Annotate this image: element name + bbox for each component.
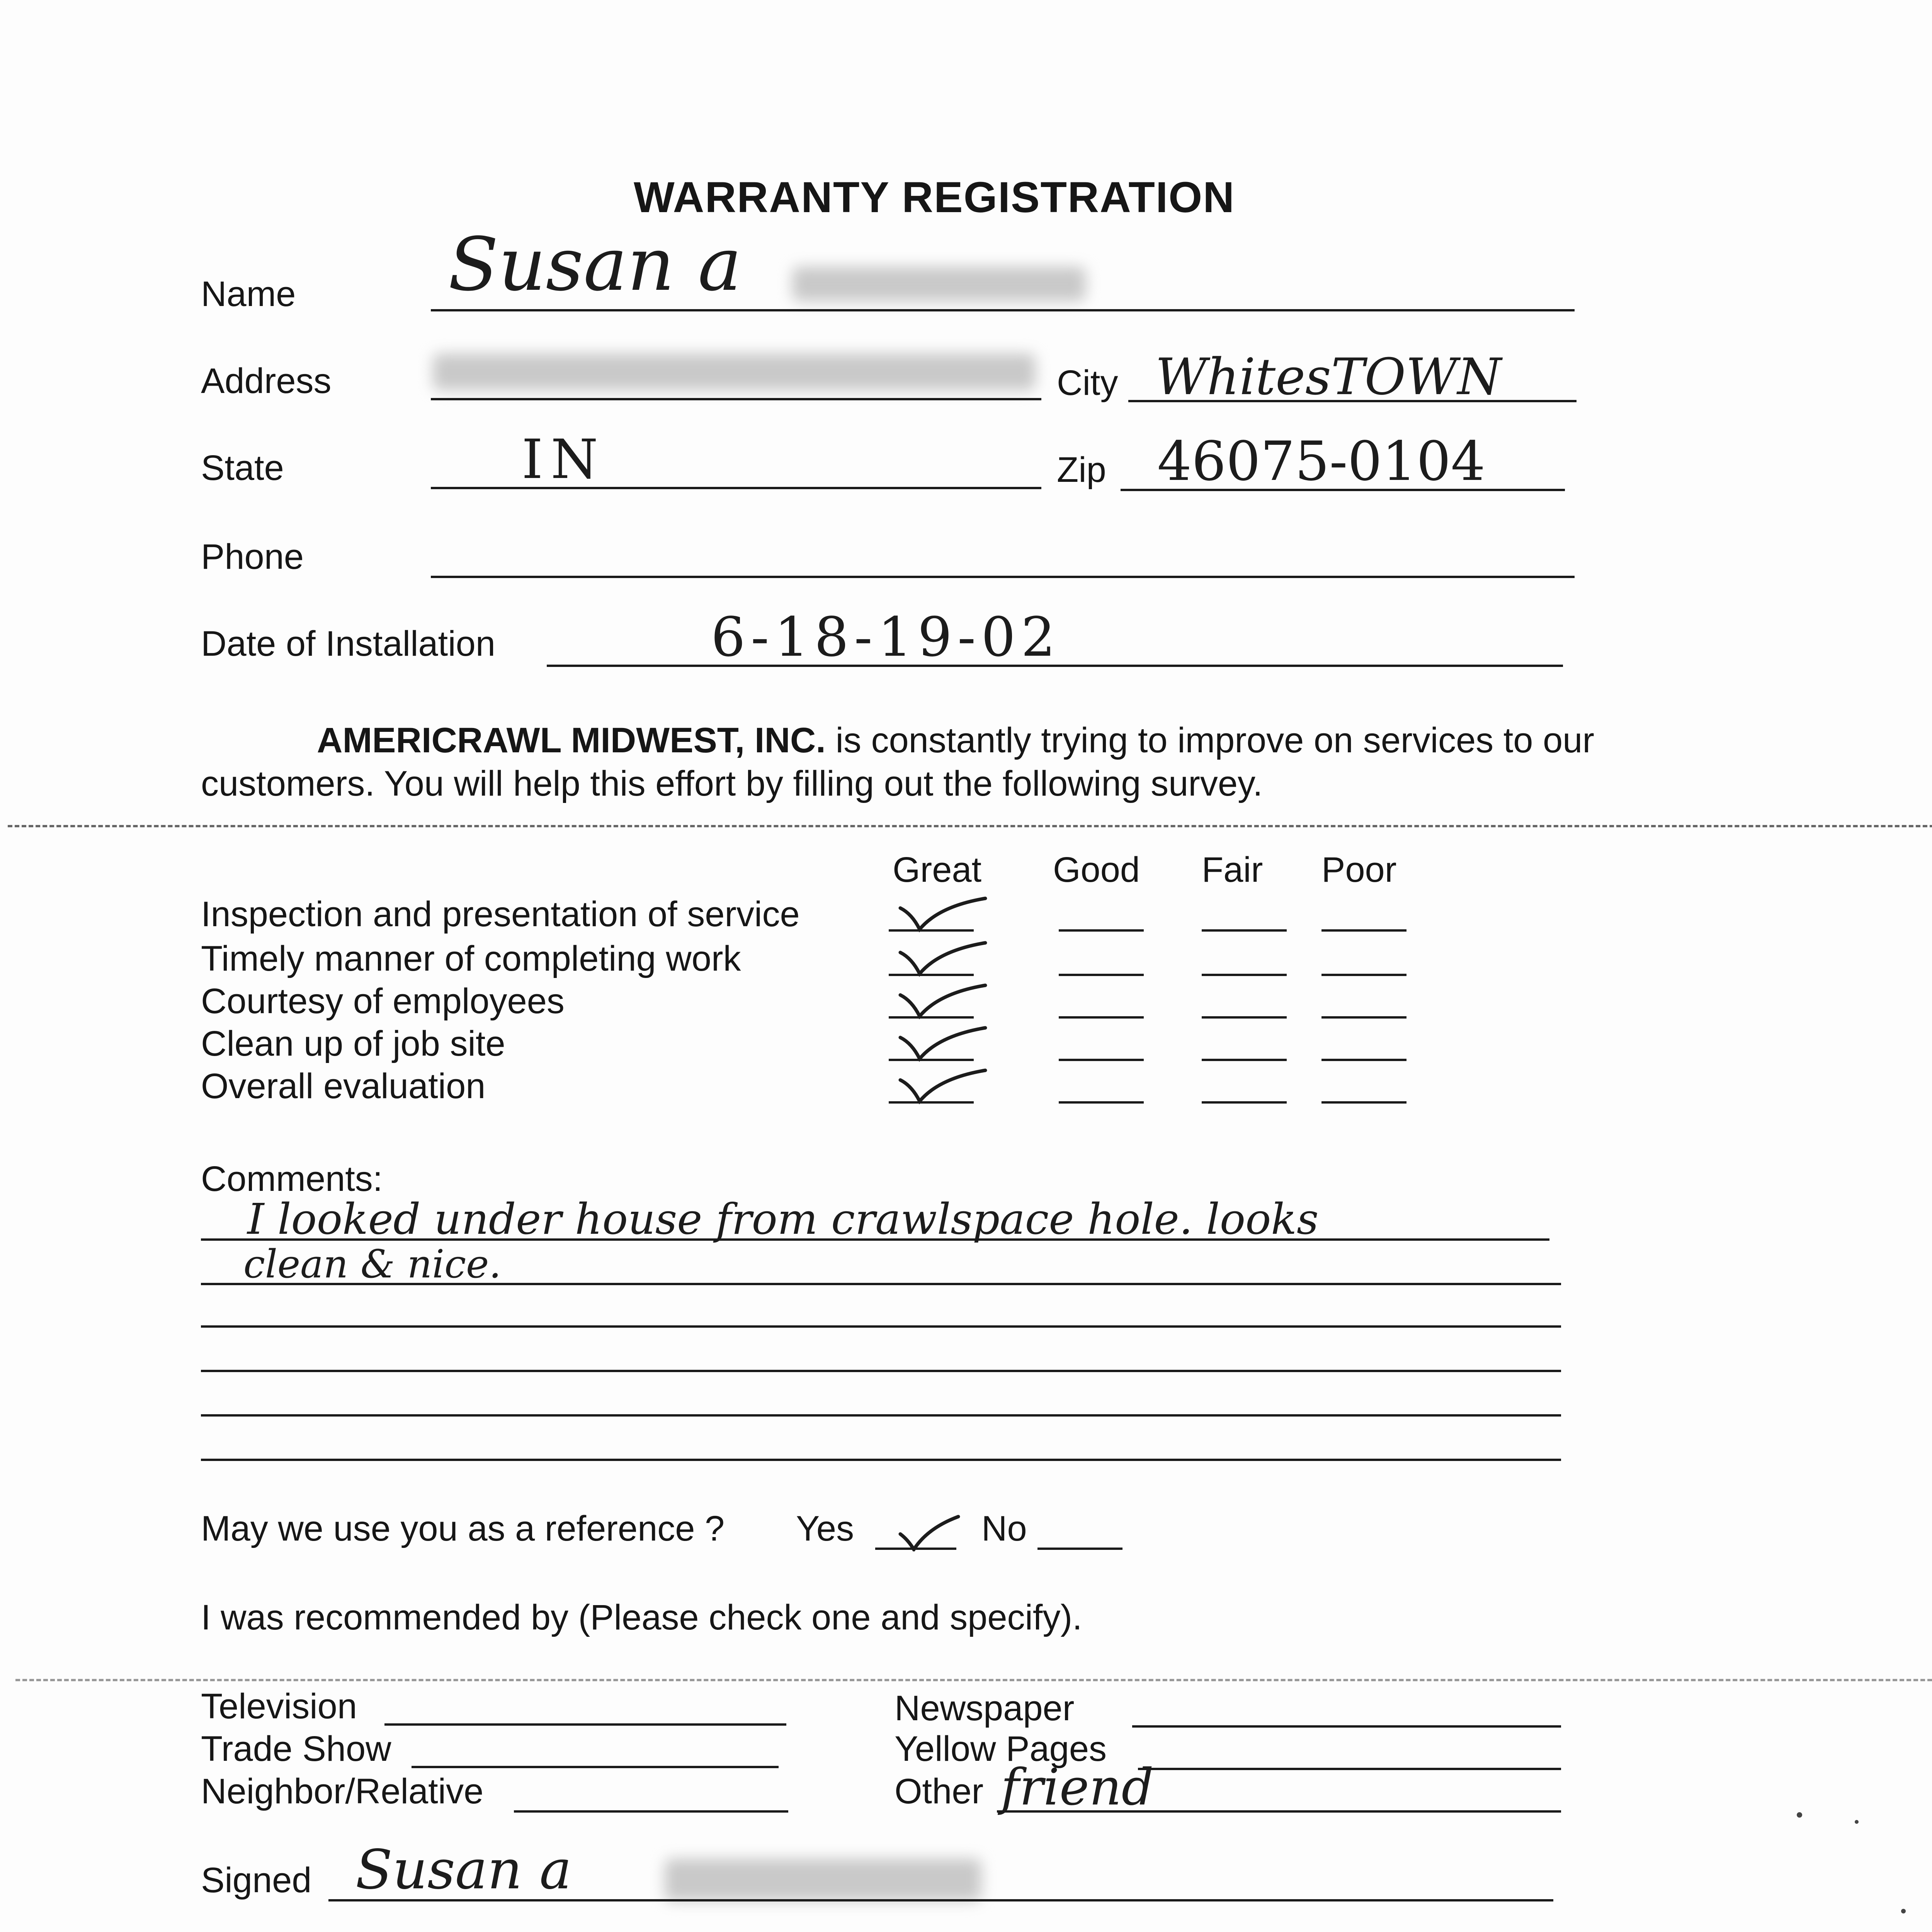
scan-speck <box>1797 1812 1802 1818</box>
scan-speck <box>1855 1820 1859 1824</box>
recommend-other-value[interactable]: friend <box>1001 1758 1154 1816</box>
column-good: Good <box>1053 850 1140 889</box>
comments-label: Comments: <box>201 1159 383 1199</box>
rating-blank-fair[interactable] <box>1202 974 1287 976</box>
state-value[interactable]: IN <box>522 428 606 491</box>
install-date-underline <box>547 665 1563 667</box>
address-redaction[interactable] <box>433 354 1036 390</box>
rating-blank-fair[interactable] <box>1202 1101 1287 1104</box>
comments-underline-5 <box>201 1414 1561 1417</box>
install-date-value[interactable]: 6-18-19-02 <box>711 606 1061 669</box>
survey-item-overall: Overall evaluation <box>201 1066 486 1106</box>
recommend-yellowpages-label: Yellow Pages <box>895 1729 1107 1769</box>
comments-line-2[interactable]: clean & nice. <box>243 1242 502 1287</box>
rating-blank-good[interactable] <box>1059 929 1144 932</box>
signature-value[interactable]: Susan a <box>355 1838 572 1901</box>
city-label: City <box>1057 363 1118 403</box>
install-date-label: Date of Installation <box>201 624 496 663</box>
comments-underline-4 <box>201 1370 1561 1372</box>
comments-underline-6 <box>201 1459 1561 1461</box>
zip-label: Zip <box>1057 450 1106 490</box>
rating-checkmark-icon <box>896 1020 989 1063</box>
rating-checkmark-icon <box>896 935 989 978</box>
survey-item-courtesy: Courtesy of employees <box>201 981 565 1021</box>
scan-artifact-line-2 <box>15 1679 1932 1681</box>
rating-blank-poor[interactable] <box>1321 1016 1406 1019</box>
rating-blank-good[interactable] <box>1059 1016 1144 1019</box>
rating-blank-good[interactable] <box>1059 974 1144 976</box>
column-fair: Fair <box>1202 850 1263 889</box>
rating-blank-poor[interactable] <box>1321 1101 1406 1104</box>
rating-blank-poor[interactable] <box>1321 1059 1406 1061</box>
rating-checkmark-icon <box>896 891 989 933</box>
signed-label: Signed <box>201 1861 312 1900</box>
recommend-television-label: Television <box>201 1687 357 1726</box>
recommend-newspaper-blank[interactable] <box>1132 1725 1561 1728</box>
survey-item-inspection: Inspection and presentation of service <box>201 895 800 934</box>
zip-underline <box>1121 489 1565 491</box>
reference-no-label: No <box>981 1509 1027 1548</box>
address-label: Address <box>201 361 332 401</box>
reference-yes-checkmark-icon <box>896 1513 962 1551</box>
comments-underline-1 <box>201 1238 1549 1241</box>
company-name: AMERICRAWL MIDWEST, INC. <box>317 721 826 760</box>
rating-checkmark-icon <box>896 978 989 1020</box>
scan-speck <box>1901 1909 1906 1913</box>
reference-no-blank[interactable] <box>1037 1548 1122 1550</box>
signature-redaction <box>665 1859 981 1901</box>
survey-item-timely: Timely manner of completing work <box>201 939 741 978</box>
name-value[interactable]: Susan a <box>448 222 742 307</box>
city-underline <box>1128 400 1577 402</box>
comments-underline-3 <box>201 1325 1561 1328</box>
phone-underline <box>431 576 1575 578</box>
comments-line-1[interactable]: I looked under house from crawlspace hole. looks <box>247 1194 1319 1244</box>
intro-text: is constantly trying to improve on services to our customers. You will help this effort by filling out the following survey. <box>201 721 1594 803</box>
address-underline <box>431 398 1041 400</box>
recommend-television-blank[interactable] <box>384 1723 786 1726</box>
recommend-other-label: Other <box>895 1772 984 1811</box>
signature-underline <box>328 1899 1553 1901</box>
rating-blank-good[interactable] <box>1059 1059 1144 1061</box>
comments-underline-2 <box>201 1283 1561 1285</box>
rating-blank-fair[interactable] <box>1202 1016 1287 1019</box>
form-title: WARRANTY REGISTRATION <box>634 173 1235 221</box>
name-redaction <box>792 267 1086 301</box>
recommend-neighbor-blank[interactable] <box>514 1810 788 1813</box>
intro-paragraph <box>201 719 1731 805</box>
name-underline <box>431 309 1575 311</box>
rating-checkmark-icon <box>896 1063 989 1105</box>
recommend-tradeshow-label: Trade Show <box>201 1729 391 1769</box>
reference-yes-label: Yes <box>796 1509 854 1548</box>
city-value[interactable]: WhitesTOWN <box>1155 347 1502 406</box>
recommend-newspaper-label: Newspaper <box>895 1689 1075 1728</box>
state-underline <box>431 487 1041 489</box>
rating-blank-good[interactable] <box>1059 1101 1144 1104</box>
rating-blank-poor[interactable] <box>1321 974 1406 976</box>
survey-item-cleanup: Clean up of job site <box>201 1024 505 1063</box>
scan-artifact-line <box>8 825 1932 827</box>
column-great: Great <box>893 850 982 889</box>
zip-value[interactable]: 46075-0104 <box>1157 430 1485 493</box>
recommend-other-blank <box>997 1810 1561 1813</box>
rating-blank-fair[interactable] <box>1202 929 1287 932</box>
recommend-yellowpages-blank[interactable] <box>1138 1768 1561 1770</box>
reference-question: May we use you as a reference ? <box>201 1509 725 1548</box>
rating-blank-poor[interactable] <box>1321 929 1406 932</box>
state-label: State <box>201 448 284 488</box>
recommended-prompt: I was recommended by (Please check one and specify). <box>201 1598 1082 1637</box>
recommend-tradeshow-blank[interactable] <box>412 1766 779 1768</box>
recommend-neighbor-label: Neighbor/Relative <box>201 1772 484 1811</box>
rating-blank-fair[interactable] <box>1202 1059 1287 1061</box>
name-label: Name <box>201 274 296 314</box>
column-poor: Poor <box>1321 850 1397 889</box>
phone-label: Phone <box>201 537 304 577</box>
